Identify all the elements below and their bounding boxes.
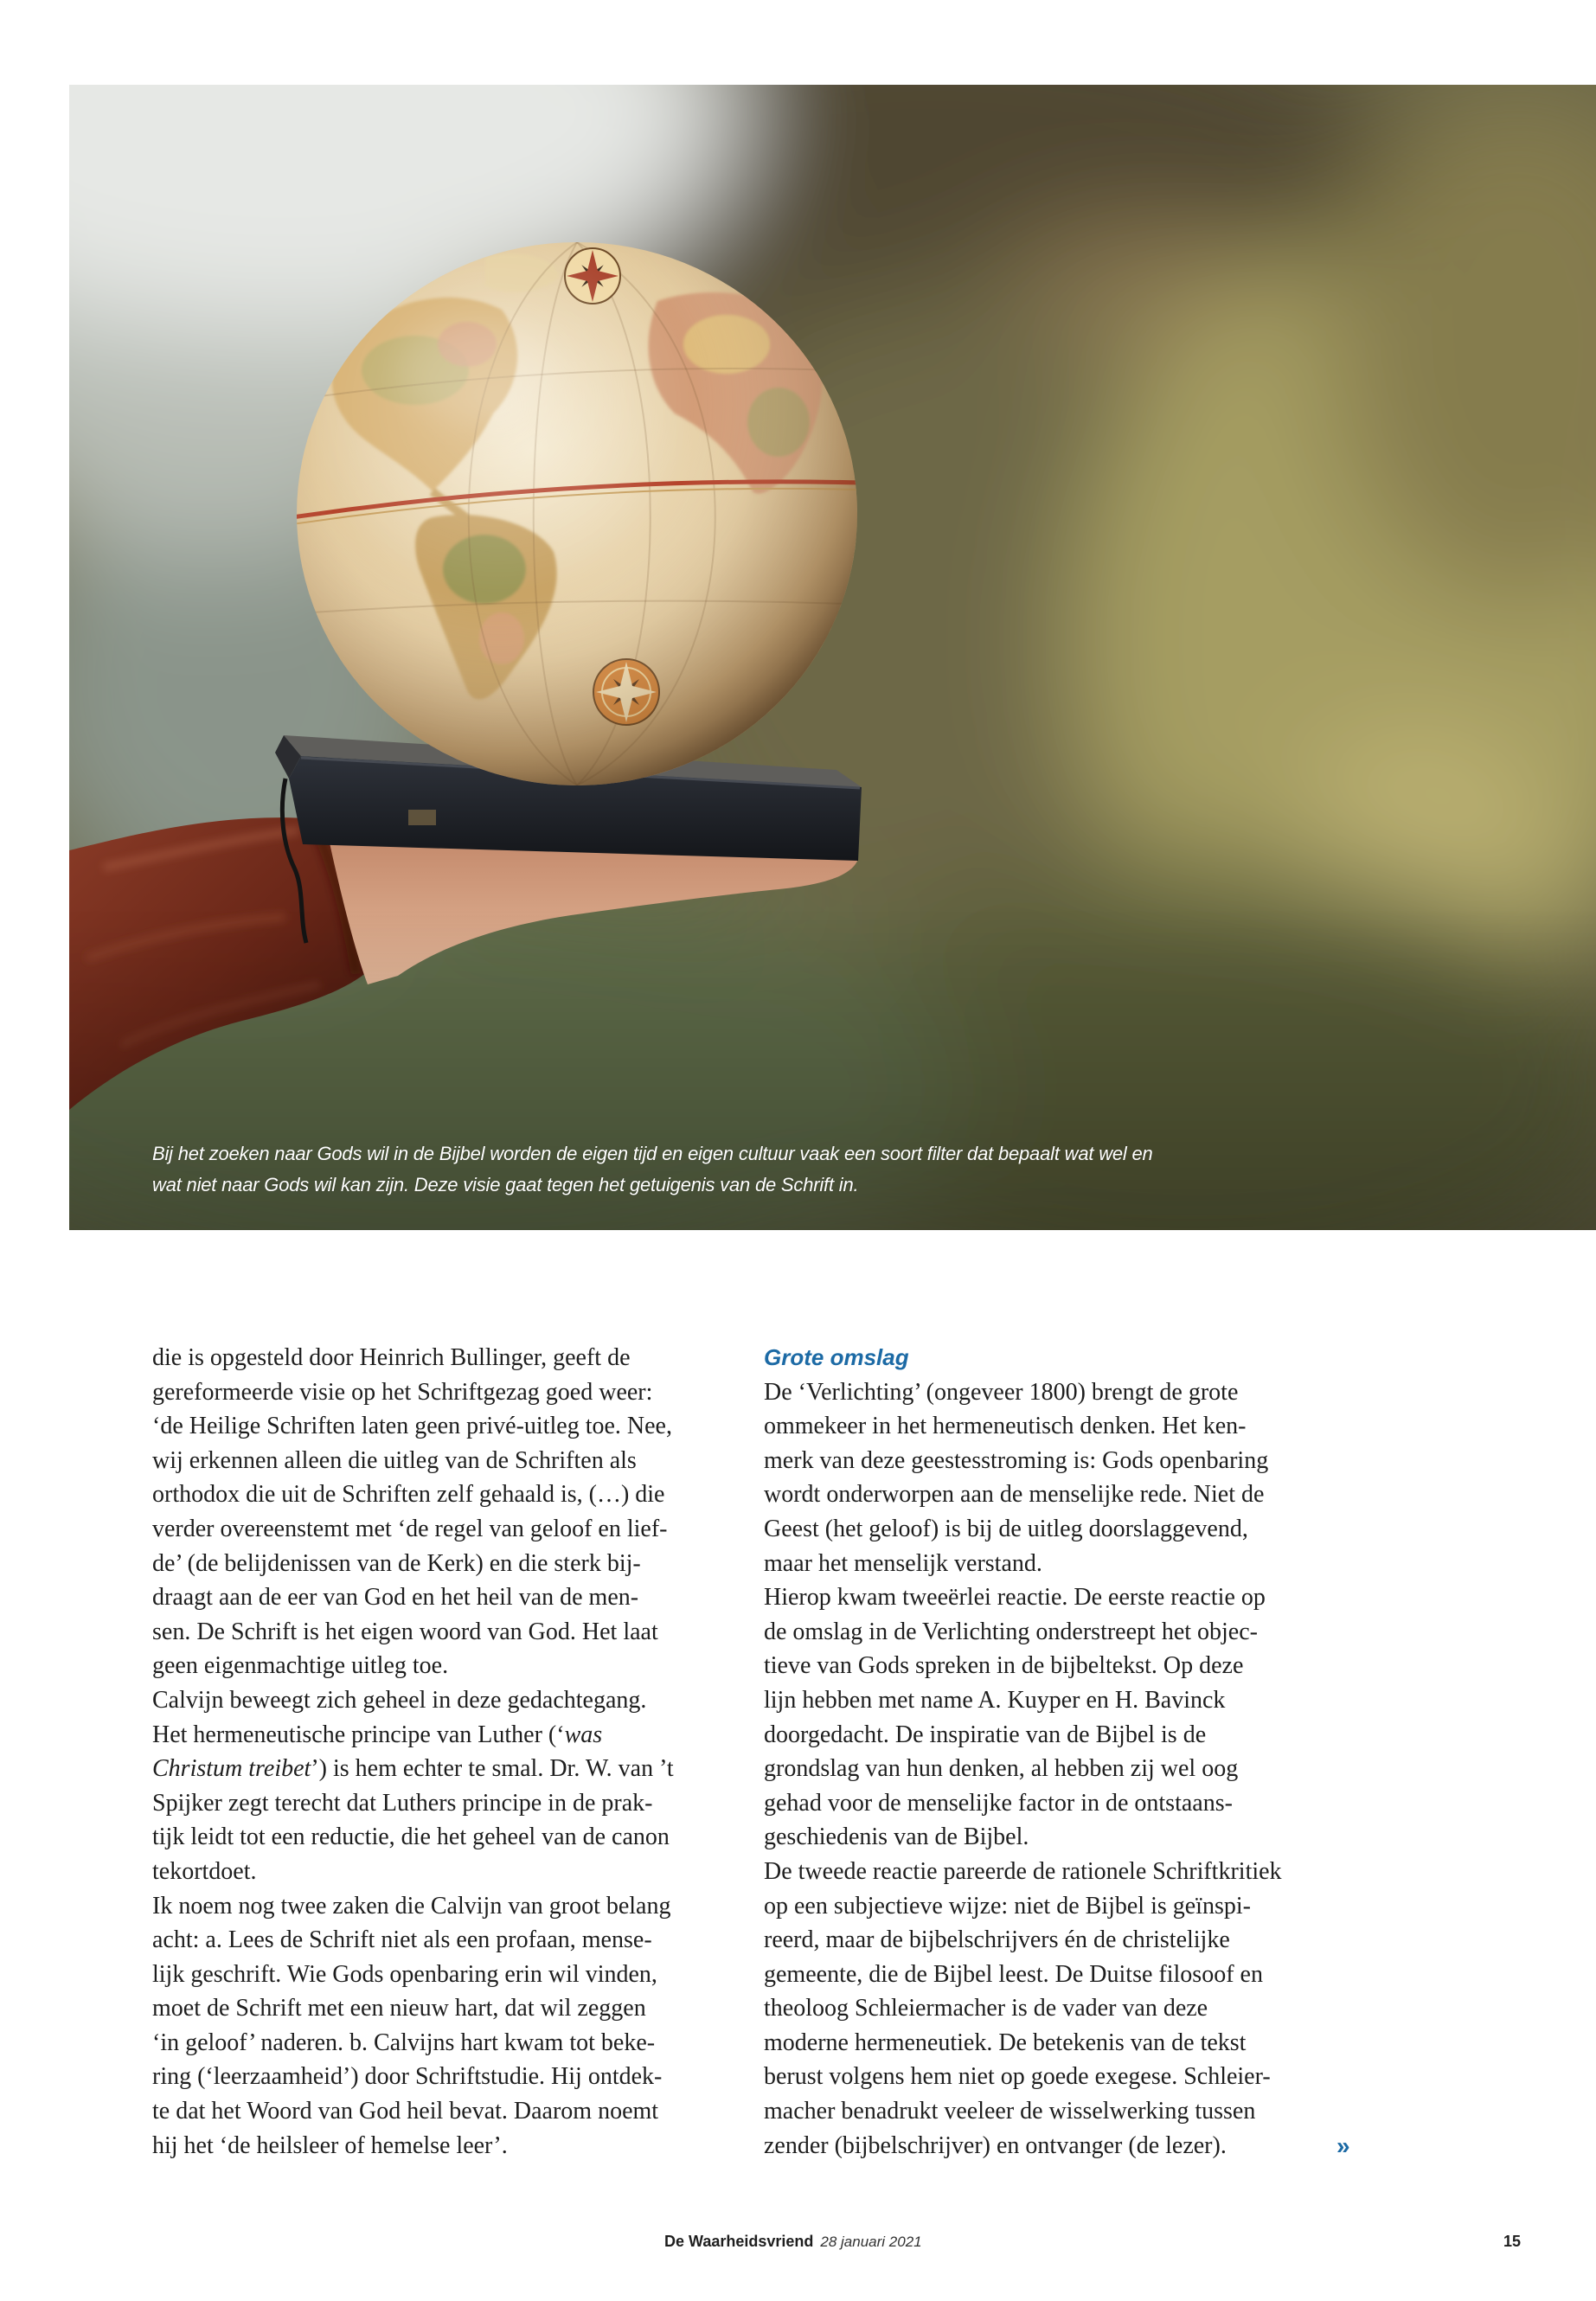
body-line: lijk geschrift. Wie Gods openbaring erin wil vinden, [152,1960,657,1988]
body-line: gemeente, die de Bijbel leest. De Duitse filosoof en [764,1960,1263,1988]
body-line: geen eigenmachtige uitleg toe. [152,1652,449,1680]
body-line: ring (‘leerzaamheid’) door Schriftstudie. Hij ontdek- [152,2063,663,2091]
body-line: de’ (de belijdenissen van de Kerk) en die sterk bij- [152,1549,641,1577]
body-line: doorgedacht. De inspiratie van de Bijbel is de [764,1721,1207,1748]
left-column [152,1341,758,2163]
body-line: acht: a. Lees de Schrift niet als een profaan, mense- [152,1926,652,1954]
body-line: ‘in geloof’ naderen. b. Calvijns hart kwam tot beke- [152,2029,656,2056]
section-heading: Grote omslag [764,1344,909,1370]
body-line: sen. De Schrift is het eigen woord van God. Het laat [152,1618,658,1645]
photo-caption [152,1138,1153,1201]
body-line: reerd, maar de bijbelschrijvers én de christelijke [764,1926,1230,1954]
footer-date: 28 januari 2021 [820,2234,922,2250]
body-text: ’) is hem echter te smal. Dr. W. van ’t [311,1755,674,1783]
body-line [152,1718,758,1753]
body-line: tieve van Gods spreken in de bijbeltekst. Op deze [764,1652,1244,1680]
body-line: tekortdoet. [152,1857,257,1885]
body-line: Hierop kwam tweeërlei reactie. De eerste reactie op [764,1584,1266,1612]
body-line: De ‘Verlichting’ (ongeveer 1800) brengt de grote [764,1378,1239,1406]
body-line: Calvijn beweegt zich geheel in deze gedachtegang. [152,1686,647,1714]
italic-text: was [564,1721,603,1748]
page-number: 15 [1503,2233,1522,2250]
body-line: draagt aan de eer van God en het heil van de men- [152,1584,639,1612]
body-line: grondslag van hun denken, al hebben zij wel oog [764,1755,1239,1783]
body-line: wij erkennen alleen die uitleg van de Schriften als [152,1446,637,1474]
body-line: die is opgesteld door Heinrich Bullinger, geeft de [152,1344,631,1371]
body-line: gehad voor de menselijke factor in de ontstaans- [764,1789,1233,1817]
body-line: De tweede reactie pareerde de rationele Schriftkritiek [764,1857,1282,1885]
right-column [764,1341,1369,2163]
body-line: macher benadrukt veeleer de wisselwerking tussen [764,2098,1256,2125]
body-line: maar het menselijk verstand. [764,1549,1042,1577]
body-line: lijn hebben met name A. Kuyper en H. Bavinck [764,1686,1226,1714]
body-line: tijk leidt tot een reductie, die het geheel van de canon [152,1823,670,1851]
body-line: op een subjectieve wijze: niet de Bijbel is geïnspi- [764,1892,1251,1920]
body-line: merk van deze geestesstroming is: Gods openbaring [764,1446,1269,1474]
body-line: Ik noem nog twee zaken die Calvijn van groot belang [152,1892,671,1920]
caption-line: Bij het zoeken naar Gods wil in de Bijbel worden de eigen tijd en eigen cultuur vaak een soort filter dat bepaalt wat wel en [152,1143,1153,1164]
body-line: theoloog Schleiermacher is de vader van deze [764,1995,1208,2022]
body-line: de omslag in de Verlichting onderstreept het objec- [764,1618,1258,1645]
body-line: moet de Schrift met een nieuw hart, dat wil zeggen [152,1995,646,2022]
caption-line: wat niet naar Gods wil kan zijn. Deze visie gaat tegen het getuigenis van de Schrift in. [152,1174,859,1195]
footer [664,2230,922,2253]
body-line: ‘de Heilige Schriften laten geen privé-uitleg toe. Nee, [152,1413,672,1440]
photo [69,85,1596,1230]
body-line: te dat het Woord van God heil bevat. Daarom noemt [152,2098,659,2125]
body-line: zender (bijbelschrijver) en ontvanger (de lezer). [764,2131,1227,2159]
body-line: moderne hermeneutiek. De betekenis van de tekst [764,2029,1247,2056]
body-line: hij het ‘de heilsleer of hemelse leer’. [152,2131,508,2159]
body-line: verder overeenstemt met ‘de regel van geloof en lief- [152,1515,668,1542]
body-line: gereformeerde visie op het Schriftgezag goed weer: [152,1378,653,1406]
body-line: Spijker zegt terecht dat Luthers principe in de prak- [152,1789,653,1817]
globe-on-book-photo [69,85,1596,1230]
footer-publication: De Waarheidsvriend [664,2233,814,2250]
body-line: ommekeer in het hermeneutisch denken. Het ken- [764,1413,1247,1440]
body-line: berust volgens hem niet op goede exegese. Schleier- [764,2063,1271,2091]
body-text: Het hermeneutische principe van Luther (‘ [152,1721,565,1748]
body-line: orthodox die uit de Schriften zelf gehaald is, (…) die [152,1481,665,1509]
body-line [152,1752,758,1786]
body-line: geschiedenis van de Bijbel. [764,1823,1029,1851]
italic-text: Christum treibet [152,1755,311,1783]
continue-marker: » [1336,2131,1350,2159]
body-line: wordt onderworpen aan de menselijke rede. Niet de [764,1481,1265,1509]
body-line: Geest (het geloof) is bij de uitleg doorslaggevend, [764,1515,1248,1542]
